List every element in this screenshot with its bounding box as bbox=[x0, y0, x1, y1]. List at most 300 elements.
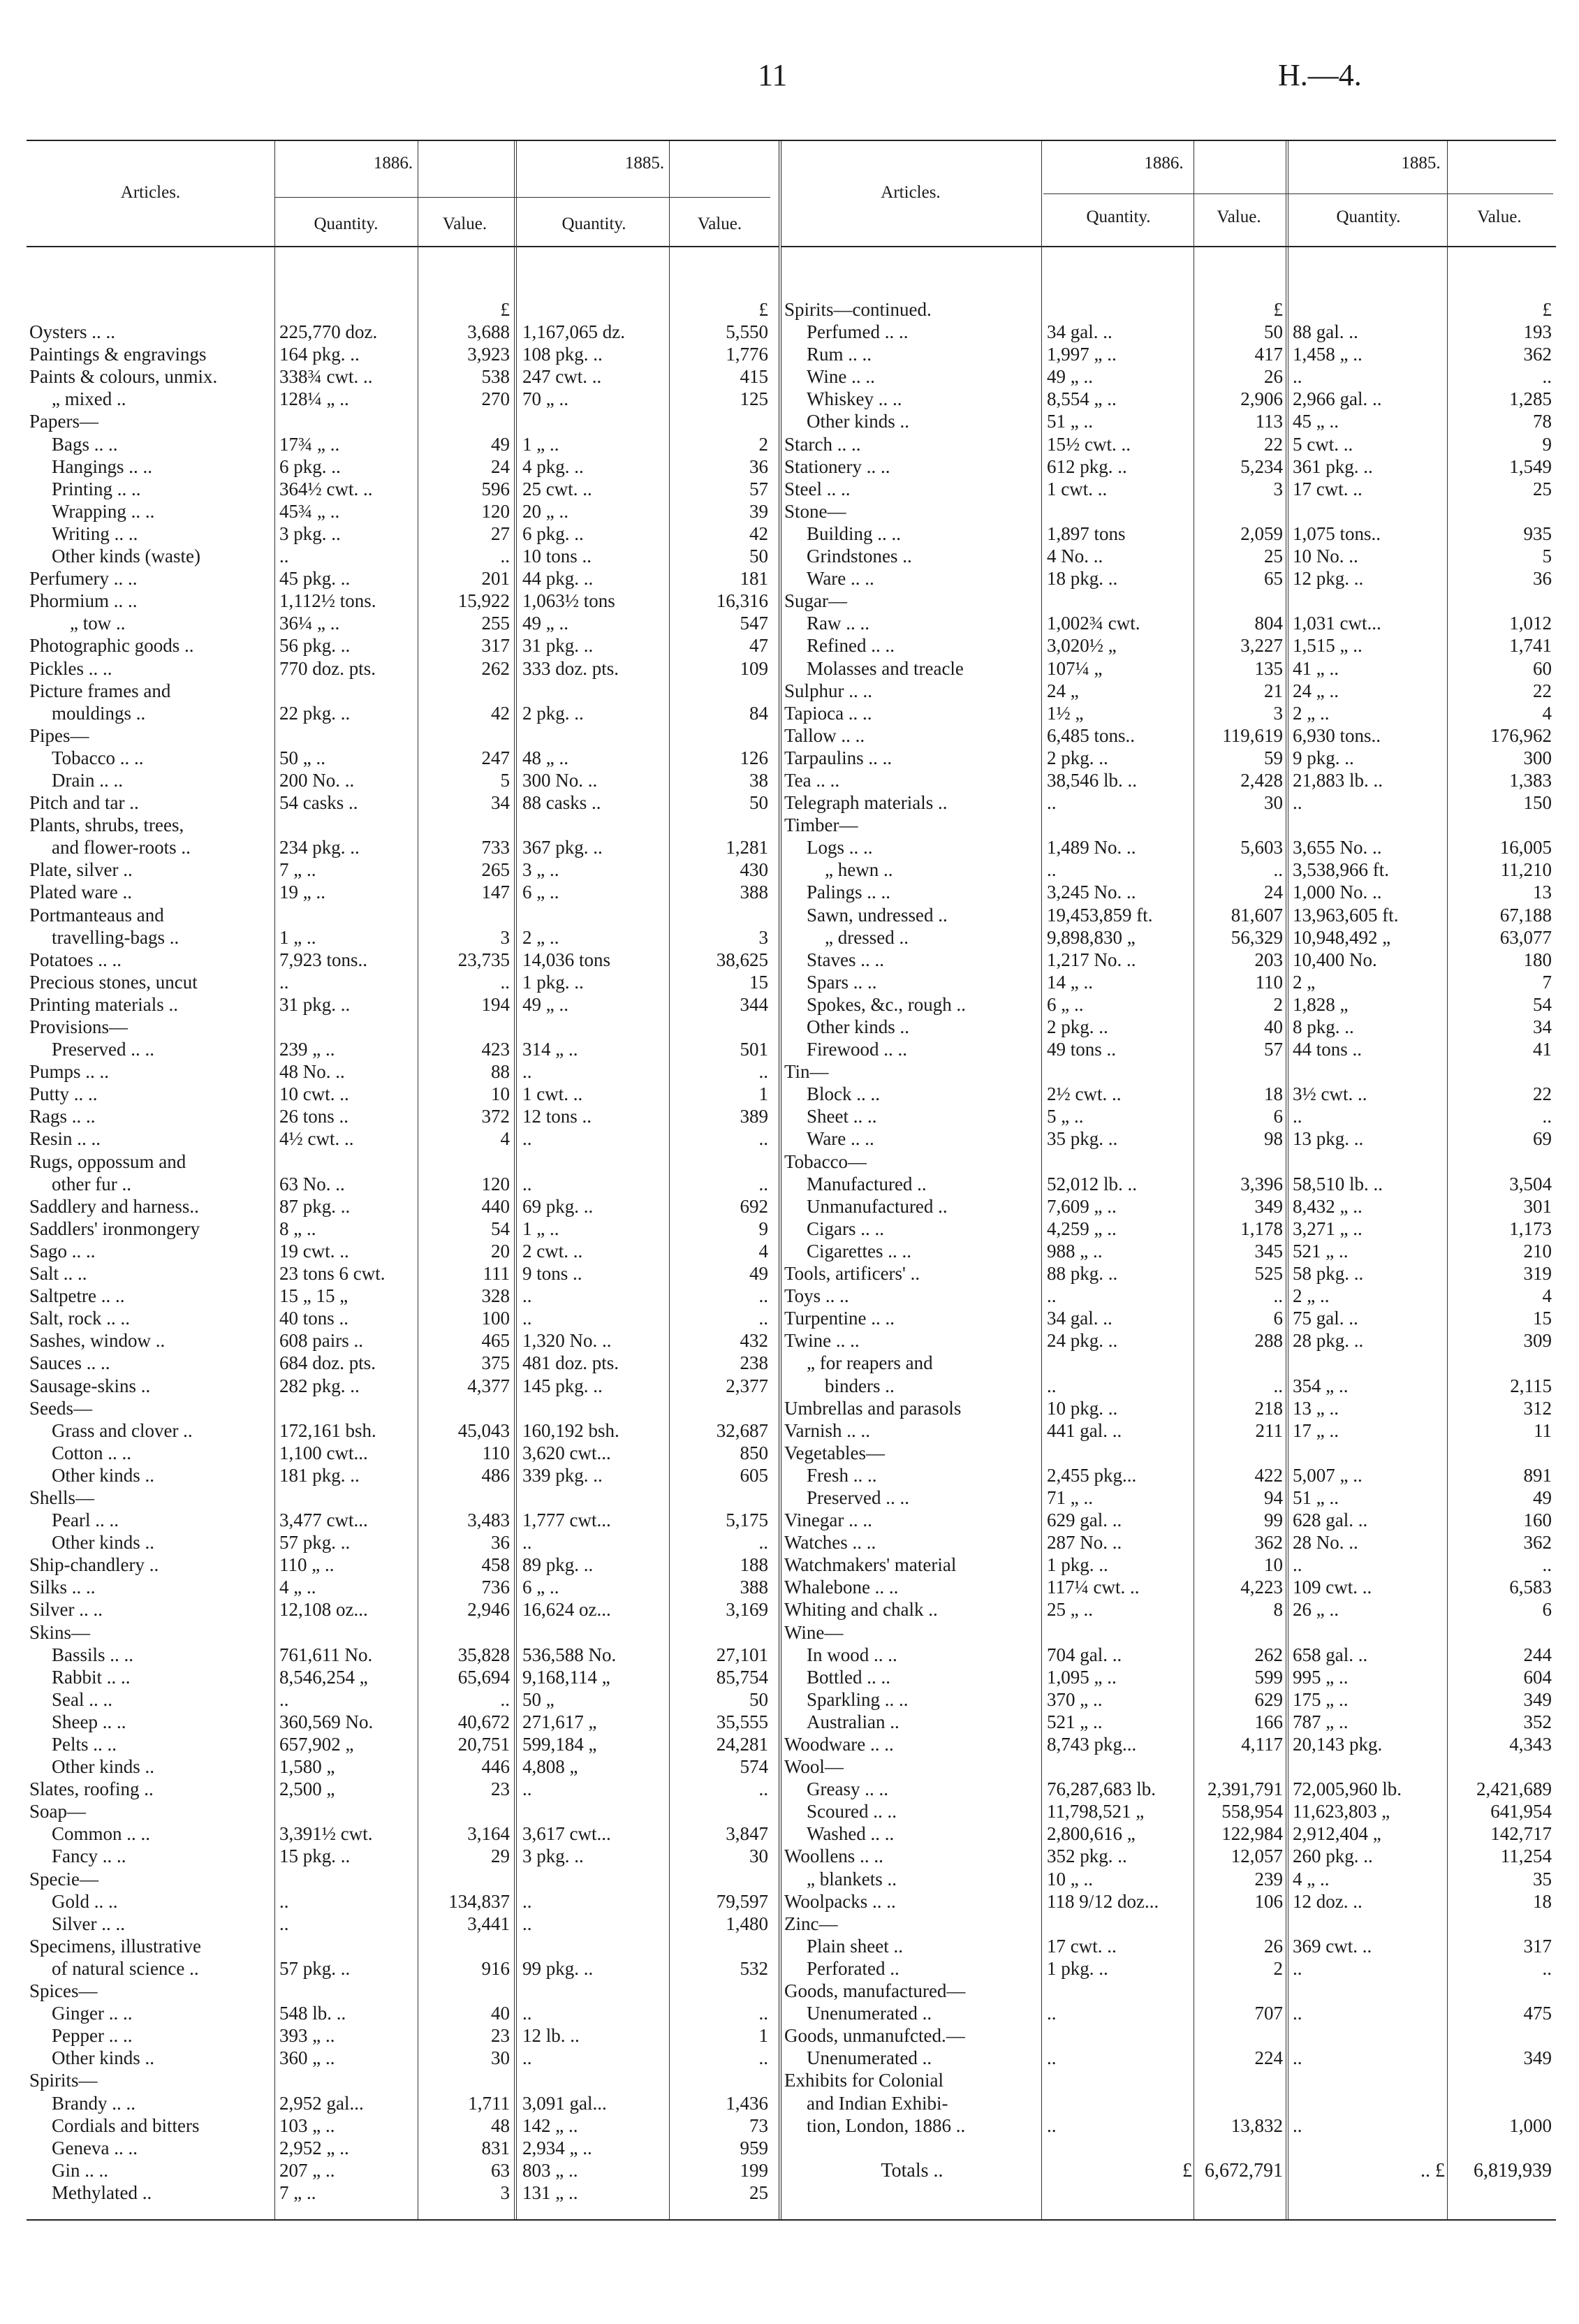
value-header: Value. bbox=[1217, 207, 1261, 226]
quantity-1885: 20,143 pkg. bbox=[1293, 1734, 1383, 1755]
quantity-1885: .. bbox=[522, 1778, 532, 1800]
quantity-1885: 58 pkg. .. bbox=[1293, 1263, 1364, 1285]
quantity-1886: 15 pkg. .. bbox=[279, 1846, 351, 1867]
table-row bbox=[781, 1352, 1556, 1375]
quantity-1886: 11,798,521 „ bbox=[1047, 1801, 1145, 1822]
value-1886: .. bbox=[1273, 859, 1283, 881]
value-1885: 2,421,689 bbox=[1476, 1778, 1552, 1800]
table-row bbox=[27, 411, 779, 433]
value-1885: 850 bbox=[740, 1442, 768, 1463]
quantity-1886: 14 „ .. bbox=[1047, 971, 1093, 993]
quantity-1885: 339 pkg. .. bbox=[522, 1464, 603, 1486]
article-label: Whiskey .. .. bbox=[807, 388, 902, 410]
table-row bbox=[781, 1241, 1556, 1263]
quantity-1885: 142 „ .. bbox=[522, 2114, 578, 2136]
value-1885: 11,210 bbox=[1500, 859, 1552, 881]
article-label: Methylated .. bbox=[52, 2182, 152, 2203]
value-1885: 73 bbox=[749, 2114, 768, 2136]
quantity-1885: 5,007 „ .. bbox=[1293, 1464, 1363, 1486]
table-row bbox=[781, 994, 1556, 1016]
quantity-1886: 1,095 „ .. bbox=[1047, 1666, 1117, 1688]
value-1885: .. bbox=[758, 1308, 768, 1329]
article-label: Other kinds .. bbox=[807, 1016, 909, 1037]
quantity-1885: 2 „ .. bbox=[1293, 702, 1330, 724]
value-1885: 641,954 bbox=[1490, 1801, 1552, 1822]
quantity-1885: 1 cwt. .. bbox=[522, 1083, 583, 1105]
value-1885: 4,343 bbox=[1509, 1734, 1552, 1755]
quantity-1885: 17 cwt. .. bbox=[1293, 478, 1363, 499]
value-1886: 629 bbox=[1254, 1688, 1283, 1710]
value-1886: 25 bbox=[1264, 546, 1283, 567]
article-label: Rugs, oppossum and bbox=[29, 1150, 186, 1172]
table-row bbox=[27, 2182, 779, 2205]
table-row bbox=[781, 2137, 1556, 2160]
value-1886: 2,906 bbox=[1240, 388, 1283, 410]
value-1886: 22 bbox=[1264, 433, 1283, 455]
value-1885: 50 bbox=[749, 792, 768, 814]
table-row bbox=[27, 2093, 779, 2115]
quantity-1886: 17 cwt. .. bbox=[1047, 1935, 1117, 1957]
quantity-1885: .. bbox=[522, 1308, 532, 1329]
value-1886: 3,164 bbox=[467, 1823, 510, 1845]
value-1885: 4 bbox=[758, 1240, 768, 1262]
table-row bbox=[27, 792, 779, 814]
value-1885: 9 bbox=[758, 1218, 768, 1239]
quantity-1886: 172,161 bsh. bbox=[279, 1419, 376, 1441]
quantity-1885: 1 „ .. bbox=[522, 433, 559, 455]
quantity-header: Quantity. bbox=[1336, 207, 1401, 226]
table-row bbox=[27, 1644, 779, 1667]
article-label: Wine— bbox=[784, 1621, 844, 1643]
table-row bbox=[27, 905, 779, 927]
article-label: Fresh .. .. bbox=[807, 1464, 877, 1486]
table-row bbox=[781, 2025, 1556, 2047]
quantity-1885: 3,655 No. .. bbox=[1293, 837, 1382, 858]
value-1886: 34 bbox=[491, 792, 510, 814]
value-1886: 40 bbox=[1264, 1016, 1283, 1037]
value-1885: 1 bbox=[758, 2025, 768, 2047]
value-1886: 5 bbox=[500, 769, 510, 791]
table-row bbox=[27, 2003, 779, 2025]
value-1885: 63,077 bbox=[1499, 926, 1552, 948]
quantity-1886: 63 No. .. bbox=[279, 1173, 345, 1194]
value-1886: 328 bbox=[481, 1285, 510, 1307]
value-1886: 135 bbox=[1254, 657, 1283, 679]
quantity-1886: 24 pkg. .. bbox=[1047, 1330, 1118, 1352]
quantity-1886: 4½ cwt. .. bbox=[279, 1128, 354, 1150]
table-row bbox=[27, 321, 779, 344]
quantity-1885: .. bbox=[522, 1532, 532, 1554]
quantity-1886: 1 cwt. .. bbox=[1047, 478, 1108, 499]
article-label: Pumps .. .. bbox=[29, 1061, 110, 1083]
quantity-1886: 234 pkg. .. bbox=[279, 837, 360, 858]
table-row bbox=[27, 1352, 779, 1375]
value-1886: 5,603 bbox=[1240, 837, 1283, 858]
quantity-1886: 24 „ bbox=[1047, 680, 1079, 701]
quantity-1885: 44 pkg. .. bbox=[522, 568, 594, 590]
quantity-1886: 71 „ .. bbox=[1047, 1486, 1093, 1508]
quantity-1885: 599,184 „ bbox=[522, 1734, 597, 1755]
quantity-1886: 1,100 cwt... bbox=[279, 1442, 368, 1463]
value-1886: 120 bbox=[481, 1173, 510, 1194]
value-1886: 3 bbox=[500, 2182, 510, 2203]
value-1885: 13 bbox=[1533, 882, 1552, 903]
quantity-1886: 56 pkg. .. bbox=[279, 635, 351, 657]
table-row bbox=[781, 456, 1556, 478]
value-1885: 176,962 bbox=[1490, 724, 1552, 746]
article-label: Saltpetre .. .. bbox=[29, 1285, 125, 1307]
quantity-1885: 2,912,404 „ bbox=[1293, 1823, 1381, 1845]
table-row bbox=[27, 1891, 779, 1913]
document-reference: H.—4. bbox=[1278, 58, 1362, 92]
quantity-1885: 12 pkg. .. bbox=[1293, 568, 1364, 590]
article-label: Slates, roofing .. bbox=[29, 1778, 154, 1800]
article-label: Tapioca .. .. bbox=[784, 702, 872, 724]
article-label: Spars .. .. bbox=[807, 971, 877, 993]
value-1885: 69 bbox=[1533, 1128, 1552, 1150]
value-1886: 417 bbox=[1254, 344, 1283, 365]
quantity-1885: 1,515 „ .. bbox=[1293, 635, 1363, 657]
quantity-1886: 3 pkg. .. bbox=[279, 522, 341, 544]
value-1885: 210 bbox=[1523, 1240, 1552, 1262]
value-1885: 126 bbox=[740, 747, 768, 768]
table-row bbox=[27, 1936, 779, 1958]
value-1885: £ bbox=[758, 299, 768, 320]
value-1885: 362 bbox=[1523, 344, 1552, 365]
value-1885: 15 bbox=[1533, 1308, 1552, 1329]
article-label: Bags .. .. bbox=[52, 433, 118, 455]
table-row bbox=[27, 1801, 779, 1823]
table-row bbox=[781, 1285, 1556, 1308]
quantity-1885: 369 cwt. .. bbox=[1293, 1935, 1372, 1957]
table-row bbox=[781, 321, 1556, 344]
article-label: Sausage-skins .. bbox=[29, 1375, 151, 1396]
table-row bbox=[781, 725, 1556, 747]
quantity-1885: 4 pkg. .. bbox=[522, 455, 584, 477]
article-label: Perfumed .. .. bbox=[807, 321, 909, 343]
value-1886: 224 bbox=[1254, 2047, 1283, 2069]
article-label: Phormium .. .. bbox=[29, 590, 138, 612]
article-label: Firewood .. .. bbox=[807, 1039, 907, 1060]
value-1885: 3,169 bbox=[726, 1599, 768, 1621]
article-label: Whalebone .. .. bbox=[784, 1577, 899, 1598]
article-label: „ for reapers and bbox=[807, 1352, 933, 1374]
table-row bbox=[781, 1442, 1556, 1465]
quantity-1885: 628 gal. .. bbox=[1293, 1510, 1368, 1531]
value-header: Value. bbox=[1477, 207, 1522, 226]
article-label: Watches .. .. bbox=[784, 1532, 876, 1554]
table-row bbox=[781, 388, 1556, 411]
quantity-1885: 1,031 cwt... bbox=[1293, 613, 1381, 634]
value-1886: 362 bbox=[1254, 1532, 1283, 1554]
quantity-1885: 3 „ .. bbox=[522, 859, 559, 881]
value-1885: .. bbox=[758, 1128, 768, 1150]
article-label: of natural science .. bbox=[52, 1957, 199, 1979]
quantity-1886: 107¼ „ bbox=[1047, 657, 1103, 679]
article-label: Other kinds .. bbox=[52, 2047, 154, 2069]
article-label: Spirits— bbox=[29, 2070, 98, 2091]
value-1886: 3 bbox=[500, 926, 510, 948]
value-1885: 1,383 bbox=[1509, 769, 1552, 791]
value-1885: 362 bbox=[1523, 1532, 1552, 1554]
table-row bbox=[27, 344, 779, 366]
table-row bbox=[27, 1778, 779, 1801]
table-row bbox=[27, 2025, 779, 2047]
quantity-1886: 1,997 „ .. bbox=[1047, 344, 1117, 365]
quantity-1885: 131 „ .. bbox=[522, 2182, 578, 2203]
value-1885: 6 bbox=[1542, 1599, 1552, 1621]
table-row bbox=[27, 1398, 779, 1420]
value-1886: 345 bbox=[1254, 1240, 1283, 1262]
value-1886: 40 bbox=[491, 2003, 510, 2024]
quantity-1885: 1,320 No. .. bbox=[522, 1330, 612, 1352]
value-1886: 88 bbox=[491, 1061, 510, 1083]
table-row bbox=[27, 478, 779, 501]
table-row bbox=[27, 1980, 779, 2003]
value-1885: 30 bbox=[749, 1846, 768, 1867]
quantity-1886: 8 „ .. bbox=[279, 1218, 316, 1239]
value-1886: 247 bbox=[481, 747, 510, 768]
table-row bbox=[781, 1375, 1556, 1398]
article-label: Vegetables— bbox=[784, 1442, 885, 1463]
table-row bbox=[27, 1913, 779, 1936]
article-label: Tallow .. .. bbox=[784, 724, 865, 746]
table-row bbox=[781, 837, 1556, 859]
value-1885: 24,281 bbox=[716, 1734, 768, 1755]
value-1885: 1 bbox=[758, 1083, 768, 1105]
value-1885: 319 bbox=[1523, 1263, 1552, 1285]
quantity-1886: £ bbox=[1182, 2159, 1192, 2182]
article-label: Fancy .. .. bbox=[52, 1846, 126, 1867]
value-1885: 605 bbox=[740, 1464, 768, 1486]
value-1886: 733 bbox=[481, 837, 510, 858]
article-label: Varnish .. .. bbox=[784, 1419, 870, 1441]
value-1886: 458 bbox=[481, 1554, 510, 1576]
value-1885: 2 bbox=[758, 433, 768, 455]
article-label: Spirits—continued. bbox=[784, 299, 932, 320]
table-row bbox=[27, 1330, 779, 1352]
quantity-1886: 207 „ .. bbox=[279, 2159, 335, 2181]
year-1886-header: 1886. bbox=[1144, 154, 1184, 173]
value-1885: 22 bbox=[1533, 1083, 1552, 1105]
quantity-1886: 34 gal. .. bbox=[1047, 321, 1112, 343]
value-1886: 2,428 bbox=[1240, 769, 1283, 791]
value-1886: 596 bbox=[481, 478, 510, 499]
quantity-1886: 31 pkg. .. bbox=[279, 993, 351, 1015]
article-label: Potatoes .. .. bbox=[29, 949, 122, 970]
article-label: Unmanufactured .. bbox=[807, 1195, 948, 1217]
value-1885: 11 bbox=[1534, 1419, 1552, 1441]
article-label: Sheep .. .. bbox=[52, 1711, 126, 1732]
quantity-1886: 1,217 No. .. bbox=[1047, 949, 1136, 970]
value-1885: 1,436 bbox=[726, 2092, 768, 2114]
quantity-1886: 3,477 cwt... bbox=[279, 1510, 368, 1531]
table-row bbox=[27, 1442, 779, 1465]
quantity-1886: 15 „ 15 „ bbox=[279, 1285, 348, 1307]
quantity-1885: 88 casks .. bbox=[522, 792, 601, 814]
quantity-1886: 441 gal. .. bbox=[1047, 1419, 1122, 1441]
quantity-1886: 8,546,254 „ bbox=[279, 1666, 368, 1688]
quantity-1886: 38,546 lb. .. bbox=[1047, 769, 1138, 791]
value-1885: 27,101 bbox=[716, 1644, 768, 1665]
article-label: „ blankets .. bbox=[807, 1868, 897, 1890]
value-1886: 45,043 bbox=[457, 1419, 510, 1441]
quantity-header: Quantity. bbox=[314, 214, 379, 233]
quantity-1886: 7 „ .. bbox=[279, 2182, 316, 2203]
table-row bbox=[27, 1689, 779, 1711]
value-1885: 309 bbox=[1523, 1330, 1552, 1352]
quantity-1886: 6 pkg. .. bbox=[279, 455, 341, 477]
value-1885: 1,173 bbox=[1509, 1218, 1552, 1239]
article-label: Stone— bbox=[784, 500, 846, 522]
article-label: Pipes— bbox=[29, 724, 89, 746]
article-label: Tobacco— bbox=[784, 1150, 867, 1172]
table-row bbox=[27, 546, 779, 568]
quantity-1886: 3,020½ „ bbox=[1047, 635, 1117, 657]
value-1885: 1,000 bbox=[1509, 2114, 1552, 2136]
table-row bbox=[781, 1667, 1556, 1689]
article-label: Cigarettes .. .. bbox=[807, 1240, 911, 1262]
value-1885: 5,550 bbox=[726, 321, 768, 343]
value-1885: .. bbox=[1542, 1554, 1552, 1576]
table-row bbox=[27, 501, 779, 523]
quantity-1885: 48 „ .. bbox=[522, 747, 568, 768]
table-row bbox=[27, 2047, 779, 2070]
value-1885: 574 bbox=[740, 1756, 768, 1778]
right-header bbox=[781, 141, 1556, 247]
quantity-1886: 8,554 „ .. bbox=[1047, 388, 1117, 410]
table-row bbox=[781, 1532, 1556, 1554]
value-1885: .. bbox=[758, 2047, 768, 2069]
quantity-1886: 7,609 „ .. bbox=[1047, 1195, 1117, 1217]
table-row bbox=[27, 2070, 779, 2092]
value-1886: 736 bbox=[481, 1577, 510, 1598]
quantity-1885: 2,934 „ .. bbox=[522, 2137, 592, 2158]
table-row bbox=[781, 1801, 1556, 1823]
value-1885: 32,687 bbox=[716, 1419, 768, 1441]
article-label: Silks .. .. bbox=[29, 1577, 96, 1598]
table-row bbox=[781, 905, 1556, 927]
value-1886: 2,059 bbox=[1240, 522, 1283, 544]
quantity-1885: 3,271 „ .. bbox=[1293, 1218, 1363, 1239]
quantity-1886: 23 tons 6 cwt. bbox=[279, 1263, 385, 1285]
table-row bbox=[27, 1869, 779, 1891]
article-label: Whiting and chalk .. bbox=[784, 1599, 938, 1621]
quantity-1886: 51 „ .. bbox=[1047, 411, 1093, 432]
value-1885: 3,504 bbox=[1509, 1173, 1552, 1194]
quantity-1886: 164 pkg. .. bbox=[279, 344, 360, 365]
table-row bbox=[27, 1241, 779, 1263]
table-row bbox=[27, 1061, 779, 1083]
value-1885: 1,776 bbox=[726, 344, 768, 365]
quantity-1886: 2,952 „ .. bbox=[279, 2137, 349, 2158]
quantity-1886: 26 tons .. bbox=[279, 1106, 349, 1127]
value-1885: 2,115 bbox=[1510, 1375, 1552, 1396]
value-1886: 317 bbox=[481, 635, 510, 657]
table-row bbox=[781, 2003, 1556, 2025]
article-label: Brandy .. .. bbox=[52, 2092, 135, 2114]
value-1886: 166 bbox=[1254, 1711, 1283, 1732]
article-label: Soap— bbox=[29, 1801, 86, 1822]
table-row bbox=[781, 478, 1556, 501]
value-1886: 372 bbox=[481, 1106, 510, 1127]
article-label: Umbrellas and parasols bbox=[784, 1397, 962, 1419]
article-label: Cotton .. .. bbox=[52, 1442, 132, 1463]
article-label: Papers— bbox=[29, 411, 98, 432]
article-label: Other kinds (waste) bbox=[52, 546, 200, 567]
quantity-1886: 10 „ .. bbox=[1047, 1868, 1093, 1890]
table-row bbox=[781, 411, 1556, 433]
value-1886: 20 bbox=[491, 1240, 510, 1262]
table-row bbox=[781, 1891, 1556, 1913]
quantity-1885: 3,617 cwt... bbox=[522, 1823, 611, 1845]
article-label: Provisions— bbox=[29, 1016, 128, 1037]
table-row bbox=[781, 747, 1556, 770]
quantity-1885: 49 „ .. bbox=[522, 613, 568, 634]
table-row bbox=[781, 1174, 1556, 1196]
quantity-1886: 87 pkg. .. bbox=[279, 1195, 351, 1217]
table-row bbox=[27, 1263, 779, 1285]
value-1885: 1,012 bbox=[1509, 613, 1552, 634]
value-1886: 35,828 bbox=[457, 1644, 510, 1665]
quantity-1886: .. bbox=[1047, 792, 1057, 814]
quantity-1886: 200 No. .. bbox=[279, 769, 355, 791]
table-row bbox=[27, 299, 779, 321]
table-row bbox=[781, 1487, 1556, 1510]
article-label: Unenumerated .. bbox=[807, 2003, 932, 2024]
table-row bbox=[781, 814, 1556, 837]
table-row bbox=[27, 927, 779, 949]
value-1885: 41 bbox=[1533, 1039, 1552, 1060]
quantity-1885: 6,930 tons.. bbox=[1293, 724, 1381, 746]
quantity-1886: 6,485 tons.. bbox=[1047, 724, 1136, 746]
article-label: Goods, unmanufcted.— bbox=[784, 2025, 965, 2047]
quantity-1886: 57 pkg. .. bbox=[279, 1532, 351, 1554]
quantity-1886: 4,259 „ .. bbox=[1047, 1218, 1117, 1239]
value-1885: 238 bbox=[740, 1352, 768, 1374]
quantity-1885: 13 „ .. bbox=[1293, 1397, 1339, 1419]
year-1886-header: 1886. bbox=[373, 154, 413, 173]
value-1885: 25 bbox=[1533, 478, 1552, 499]
value-1886: 20,751 bbox=[457, 1734, 510, 1755]
value-1886: 2,391,791 bbox=[1207, 1778, 1283, 1800]
article-label: Rags .. .. bbox=[29, 1106, 96, 1127]
value-1886: 63 bbox=[491, 2159, 510, 2181]
quantity-1886: 364½ cwt. .. bbox=[279, 478, 373, 499]
value-1885: 57 bbox=[749, 478, 768, 499]
table-row bbox=[781, 501, 1556, 523]
article-label: Steel .. .. bbox=[784, 478, 851, 499]
article-label: Watchmakers' material bbox=[784, 1554, 957, 1576]
article-label: Picture frames and bbox=[29, 680, 171, 701]
table-row bbox=[27, 994, 779, 1016]
value-1886: 10 bbox=[491, 1083, 510, 1105]
article-label: Plain sheet .. bbox=[807, 1935, 903, 1957]
articles-header: Articles. bbox=[120, 183, 181, 202]
table-row bbox=[781, 1689, 1556, 1711]
right-rows bbox=[781, 299, 1556, 2182]
left-panel bbox=[27, 141, 781, 2219]
value-1885: 142,717 bbox=[1490, 1823, 1552, 1845]
article-label: Turpentine .. .. bbox=[784, 1308, 895, 1329]
quantity-1885: 9,168,114 „ bbox=[522, 1666, 610, 1688]
table-row bbox=[781, 1936, 1556, 1958]
value-1886: 111 bbox=[483, 1263, 510, 1285]
quantity-1885: 31 pkg. .. bbox=[522, 635, 594, 657]
value-1886: 6 bbox=[1273, 1106, 1283, 1127]
quantity-1886: 110 „ .. bbox=[279, 1554, 335, 1576]
value-1886: 3 bbox=[1273, 702, 1283, 724]
